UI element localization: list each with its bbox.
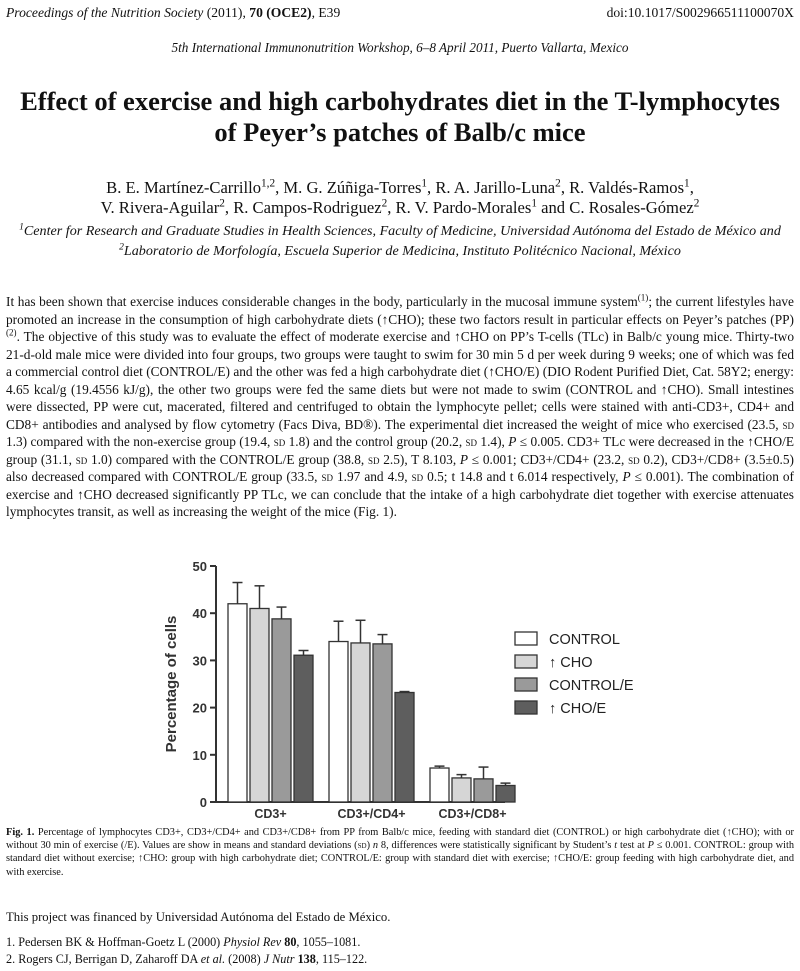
abstract-text: ≤ 0.005. CD3+ TLc were decreased in the ↑CHO/E group (31.1, — [6, 434, 794, 467]
sd-abbrev: sd — [465, 434, 478, 449]
affil-marker: 2 — [119, 241, 124, 253]
reference-item: 2. Rogers CJ, Berrigan D, Zaharoff DA et al. (2008) J Nutr 138, 115–122. — [6, 952, 368, 966]
sd-abbrev: sd — [321, 469, 333, 484]
p-value-symbol: P — [622, 469, 631, 484]
bar — [430, 768, 449, 802]
title-line-2: of Peyer’s patches of Balb/c mice — [214, 117, 586, 147]
citation-ref[interactable]: (1) — [637, 292, 649, 303]
bar — [250, 608, 269, 802]
bar — [272, 619, 291, 802]
abstract-text: ≤ 0.001). The combination of exercise and ↑CHO decreased significantly PP TLc, we can conclude that the intake of a high carbohydrate diet together with exercise attenuates lymphocytes transit, as well as increasing the weight of the mice (Fig. 1). — [6, 469, 794, 519]
affiliation-1: Center for Research and Graduate Studies in Health Sciences, Faculty of Medicine, Universidad Autónoma del Estado de México and — [23, 223, 781, 239]
affil-marker: 1 — [684, 177, 690, 190]
workshop-line: 5th International Immunonutrition Workshop, 6–8 April 2011, Puerto Vallarta, Mexico — [171, 40, 629, 55]
abstract-body — [6, 293, 794, 521]
abstract-text: 1.8) and the control group (20.2, — [285, 434, 466, 449]
caption-text: test at — [617, 840, 648, 852]
author-list — [10, 178, 790, 218]
abstract-text: . The objective of this study was to evaluate the effect of moderate exercise and ↑CHO on PP’s T-cells (TLc) in Balb/c young mice. Thirty-two 21-d-old male mice were divided into four groups, two groups were taught to swim for 30 min 5 d per week during 9 weeks; one of which was fed a commercial control diet (CONTROL/E) and the other was fed a high carbohydrate diet (↑CHO/E) (DIO Rodent Purified Diet, Cat. 58Y2; energy: 4.65 kcal/g (19.4556 kJ/g), the other two groups were fed the same diets but were not made to swim (CONTROL and ↑CHO). Small intestines were dissected, PP were cut, macerated, filtered and centrifuged to obtain the lymphocyte pellet; cells were stained with anti-CD3+, CD4+ and CD8+ antibodies and analysed by flow cytometry (Facs Diva, BD®). The experimental diet increased the weight of mice who exercised (23.5, — [6, 329, 794, 432]
author: B. E. Martínez-Carrillo — [106, 178, 261, 197]
author: , M. G. Zúñiga-Torres — [275, 178, 422, 197]
n-symbol: n — [372, 840, 379, 852]
abstract-text: 1.0) compared with the CONTROL/E group (38.8, — [87, 451, 368, 467]
sd-abbrev: sd — [273, 434, 286, 449]
journal-name: Proceedings of the Nutrition Society — [6, 5, 204, 20]
caption-label: Fig. 1. — [6, 827, 35, 838]
sd-abbrev: sd — [357, 840, 367, 852]
bar-chart — [150, 554, 670, 824]
bar — [496, 785, 515, 802]
journal-year: (2011), — [203, 5, 250, 20]
journal-citation — [6, 5, 340, 21]
affil-marker: 2 — [555, 177, 561, 190]
author: , R. Valdés-Ramos — [560, 178, 685, 197]
funding-statement: This project was financed by Universidad Autónoma del Estado de México. — [6, 910, 391, 924]
abstract-text: 2.5), T 8.103, — [379, 451, 460, 467]
journal-issue: (OCE2) — [266, 5, 312, 20]
citation-ref[interactable]: (2) — [6, 327, 17, 338]
author: , R. Campos-Rodriguez — [224, 198, 382, 217]
sd-abbrev: sd — [411, 469, 424, 484]
y-tick-label: 0 — [199, 795, 207, 810]
legend-swatch — [515, 655, 537, 668]
legend-swatch — [515, 632, 537, 645]
caption-text: 8, differences were statistically significant by Student’s — [378, 840, 615, 852]
abstract-text: 1.3) compared with the non-exercise group (19.4, — [6, 434, 274, 449]
affil-marker: 2 — [381, 197, 388, 210]
abstract-text: 1.4), — [477, 434, 509, 449]
journal-page: , E39 — [311, 5, 341, 20]
y-tick-label: 20 — [192, 700, 207, 716]
affiliations — [6, 221, 794, 261]
affil-marker: 1,2 — [261, 177, 276, 190]
sd-abbrev: sd — [367, 451, 380, 467]
caption-text: ≤ 0.001. CONTROL: group with standard diet without exercise; ↑CHO: group with high carbohydrate diet; CONTROL/E: group with standard diet with exercise; ↑CHO/E: group feeding with high carbohydrate diet, and with exercise. — [6, 840, 795, 878]
bar — [294, 655, 313, 802]
affil-marker: 1 — [421, 177, 428, 190]
legend-swatch — [515, 701, 537, 714]
p-value-symbol: P — [647, 840, 654, 852]
bar — [395, 692, 414, 802]
author-separator: , — [689, 178, 694, 197]
sd-abbrev: sd — [782, 416, 794, 432]
y-tick-label: 30 — [192, 653, 207, 669]
y-axis-label: Percentage of cells — [163, 615, 180, 753]
y-tick-label: 40 — [192, 606, 207, 622]
reference-list — [6, 934, 367, 968]
affil-marker: 2 — [693, 197, 700, 210]
doi[interactable]: doi:10.1017/S002966511100070X — [606, 5, 794, 20]
reference-item: 1. Pedersen BK & Hoffman-Goetz L (2000) Physiol Rev 80, 1055–1081. — [6, 935, 361, 949]
affil-marker: 1 — [531, 197, 537, 210]
bar — [329, 642, 348, 802]
abstract-text: It has been shown that exercise induces considerable changes in the body, particularly in the mucosal immune system — [6, 294, 638, 309]
bar — [474, 779, 493, 802]
abstract-text: 0.5; t 14.8 and t 6.014 respectively, — [423, 469, 623, 484]
legend-label: CONTROL — [549, 632, 620, 648]
sd-abbrev: sd — [75, 451, 88, 467]
bar — [452, 778, 471, 802]
affil-marker: 2 — [219, 197, 225, 210]
bar — [351, 643, 370, 802]
legend-label: CONTROL/E — [549, 678, 634, 694]
abstract-text: 0.2), CD3+/CD8+ (3.5±0.5) also decreased compared with CONTROL/E group (33.5, — [6, 451, 795, 484]
abstract-text: ; the current lifestyles have promoted an increase in the consumption of high carbohydrate diets (↑CHO); these two factors result in particular effects on Peyer’s patches (PP) — [6, 294, 794, 327]
y-tick-label: 10 — [192, 747, 207, 763]
t-symbol: t — [614, 840, 618, 852]
legend-label: ↑ CHO — [549, 655, 593, 671]
author: , R. V. Pardo-Morales — [387, 198, 532, 217]
abstract-text: 1.97 and 4.9, — [333, 469, 412, 484]
x-tick-label: CD3+/CD8+ — [438, 807, 507, 821]
affiliation-2: Laboratorio de Morfología, Escuela Superior de Medicina, Instituto Politécnico Nacional, México — [123, 243, 681, 259]
journal-volume: 70 — [249, 5, 263, 20]
legend-swatch — [515, 678, 537, 691]
title-line-1: Effect of exercise and high carbohydrates diet in the T-lymphocytes — [20, 86, 780, 116]
bar — [373, 644, 392, 802]
bar — [228, 604, 247, 802]
author: , R. A. Jarillo-Luna — [427, 178, 556, 197]
y-tick-label: 50 — [192, 559, 207, 574]
figure-caption — [6, 826, 794, 879]
p-value-symbol: P — [459, 451, 469, 467]
sd-abbrev: sd — [628, 451, 640, 467]
p-value-symbol: P — [508, 434, 517, 449]
legend-label: ↑ CHO/E — [549, 701, 607, 717]
x-tick-label: CD3+ — [254, 807, 287, 821]
caption-text: Percentage of lymphocytes CD3+, CD3+/CD4+ and CD3+/CD8+ from PP from Balb/c mice, feeding with standard diet (CONTROL) or high carbohydrate diet (↑CHO); with or without 30 min of exercise (/E). Values are show in means and standard deviations ( — [6, 827, 794, 852]
affil-marker: 1 — [19, 221, 24, 233]
author: V. Rivera-Aguilar — [100, 198, 220, 217]
abstract-text: ≤ 0.001; CD3+/CD4+ (23.2, — [468, 451, 629, 467]
author: and C. Rosales-Gómez — [537, 198, 694, 217]
paper-title — [20, 86, 780, 148]
figure-1 — [150, 554, 670, 824]
x-tick-label: CD3+/CD4+ — [337, 807, 406, 821]
caption-text: ) — [366, 840, 373, 852]
